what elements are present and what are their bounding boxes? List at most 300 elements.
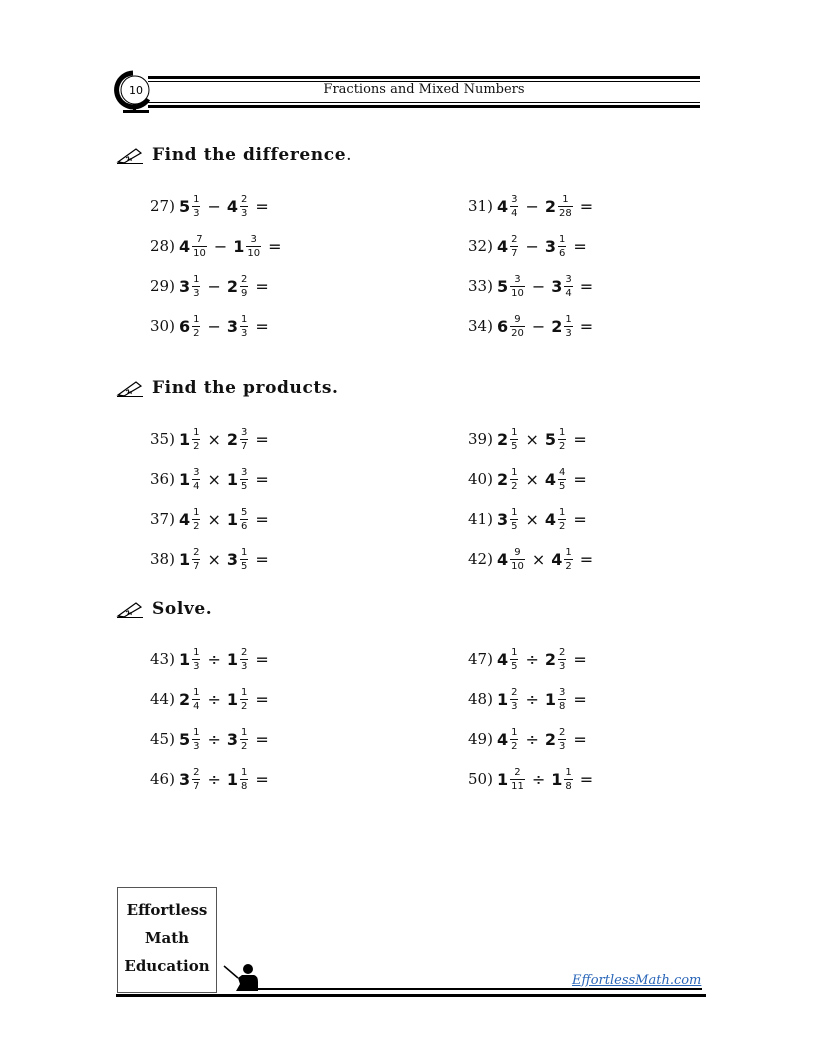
- denominator: 10: [247, 247, 261, 259]
- page-number: 10: [129, 84, 143, 97]
- fraction: [192, 767, 200, 792]
- whole-number: 3: [226, 729, 239, 749]
- fraction: [192, 727, 200, 752]
- problem-item: [150, 309, 269, 343]
- problem-item: [468, 682, 587, 716]
- numerator: 3: [250, 233, 257, 245]
- operator: −: [525, 236, 539, 256]
- numerator: 2: [241, 646, 248, 658]
- fraction: [510, 507, 518, 532]
- numerator: 9: [514, 313, 521, 325]
- whole-number: 4: [226, 196, 239, 216]
- whole-number: 3: [178, 276, 191, 296]
- mixed-number-a: [497, 687, 520, 712]
- fraction: [558, 687, 566, 712]
- problem-number: 40): [468, 470, 493, 488]
- whole-number: 4: [496, 549, 509, 569]
- mixed-number-b: [545, 727, 568, 752]
- denominator: 5: [511, 520, 518, 532]
- equals-sign: =: [579, 769, 594, 789]
- operator: ÷: [525, 649, 539, 669]
- fraction: [558, 427, 566, 452]
- whole-number: 5: [178, 196, 191, 216]
- operator: −: [531, 316, 546, 336]
- mixed-number-a: [497, 314, 526, 339]
- fraction: [510, 234, 518, 259]
- denominator: 11: [511, 780, 524, 792]
- denominator: 2: [193, 327, 200, 339]
- equals-sign: =: [573, 236, 587, 256]
- denominator: 3: [241, 660, 248, 672]
- operator: ÷: [207, 689, 221, 709]
- fraction: [192, 507, 200, 532]
- mixed-number-b: [227, 767, 250, 792]
- denominator: 3: [511, 700, 518, 712]
- whole-number: 1: [226, 769, 239, 789]
- equals-sign: =: [255, 729, 269, 749]
- fraction: [510, 727, 518, 752]
- problem-item: [468, 189, 593, 223]
- numerator: 3: [241, 466, 248, 478]
- numerator: 3: [193, 466, 200, 478]
- whole-number: 4: [551, 549, 563, 569]
- numerator: 1: [559, 233, 566, 245]
- fraction: [510, 314, 525, 339]
- numerator: 7: [196, 233, 203, 245]
- fraction: [240, 547, 248, 572]
- mixed-number-a: [179, 507, 202, 532]
- fraction: [192, 687, 200, 712]
- numerator: 1: [511, 426, 518, 438]
- operator: −: [525, 196, 539, 216]
- whole-number: 4: [544, 509, 557, 529]
- operator: −: [207, 316, 221, 336]
- denominator: 5: [511, 440, 518, 452]
- mixed-number-b: [545, 234, 568, 259]
- whole-number: 4: [178, 509, 191, 529]
- denominator: 2: [241, 700, 248, 712]
- fraction: [558, 647, 566, 672]
- denominator: 28: [559, 207, 572, 219]
- whole-number: 6: [496, 316, 509, 336]
- problem-number: 32): [468, 237, 493, 255]
- denominator: 3: [193, 660, 200, 672]
- mixed-number-b: [545, 194, 574, 219]
- equals-sign: =: [579, 276, 594, 296]
- problem-number: 41): [468, 510, 493, 528]
- fraction: [558, 194, 573, 219]
- numerator: 9: [514, 546, 521, 558]
- fraction: [240, 767, 248, 792]
- problem-item: [468, 269, 593, 303]
- problem-item: [150, 189, 269, 223]
- mixed-number-b: [227, 547, 250, 572]
- problem-item: [150, 229, 282, 263]
- teacher-pointer-icon: [222, 960, 262, 992]
- mixed-number-b: [545, 647, 568, 672]
- section-title: [116, 378, 339, 398]
- numerator: 2: [559, 646, 566, 658]
- denominator: 2: [241, 740, 248, 752]
- problem-item: [468, 542, 593, 576]
- numerator: 1: [562, 193, 569, 205]
- fraction: [240, 507, 248, 532]
- mixed-number-a: [179, 687, 202, 712]
- denominator: 2: [511, 740, 518, 752]
- numerator: 3: [565, 273, 572, 285]
- logo-line-1: Effortless: [126, 901, 208, 919]
- fraction: [510, 467, 518, 492]
- numerator: 3: [514, 273, 521, 285]
- problem-item: [150, 502, 269, 536]
- denominator: 3: [241, 327, 248, 339]
- fraction: [192, 467, 200, 492]
- denominator: 2: [565, 560, 572, 572]
- problem-number: 45): [150, 730, 175, 748]
- footer-rule-thick: [116, 994, 706, 997]
- numerator: 2: [241, 273, 248, 285]
- fraction: [558, 507, 566, 532]
- mixed-number-b: [551, 314, 574, 339]
- equals-sign: =: [255, 196, 269, 216]
- denominator: 8: [241, 780, 248, 792]
- operator: −: [207, 276, 221, 296]
- whole-number: 3: [551, 276, 563, 296]
- denominator: 8: [559, 700, 566, 712]
- mixed-number-a: [497, 727, 520, 752]
- whole-number: 1: [544, 689, 557, 709]
- mixed-number-a: [497, 467, 520, 492]
- mixed-number-b: [227, 467, 250, 492]
- denominator: 2: [559, 520, 566, 532]
- problem-item: [150, 642, 269, 676]
- operator: −: [213, 236, 228, 256]
- equals-sign: =: [579, 316, 594, 336]
- whole-number: 2: [226, 276, 239, 296]
- numerator: 1: [511, 466, 518, 478]
- numerator: 2: [241, 193, 248, 205]
- whole-number: 1: [226, 689, 239, 709]
- mixed-number-b: [227, 274, 250, 299]
- problem-item: [150, 542, 269, 576]
- equals-sign: =: [573, 429, 587, 449]
- operator: ÷: [525, 729, 539, 749]
- numerator: 3: [241, 426, 248, 438]
- operator: ×: [207, 549, 221, 569]
- mixed-number-b: [545, 427, 568, 452]
- whole-number: 2: [551, 316, 563, 336]
- mixed-number-a: [497, 547, 526, 572]
- denominator: 10: [193, 247, 206, 259]
- equals-sign: =: [255, 276, 269, 296]
- problem-item: [468, 502, 587, 536]
- mixed-number-a: [179, 427, 202, 452]
- section-title: [116, 599, 212, 619]
- numerator: 1: [511, 506, 518, 518]
- equals-sign: =: [255, 469, 269, 489]
- problem-item: [150, 762, 269, 796]
- fraction: [246, 234, 261, 259]
- fraction: [564, 767, 572, 792]
- problem-number: 37): [150, 510, 175, 528]
- numerator: 1: [193, 686, 200, 698]
- fraction: [192, 234, 207, 259]
- whole-number: 2: [496, 429, 509, 449]
- whole-number: 2: [496, 469, 509, 489]
- equals-sign: =: [255, 689, 269, 709]
- whole-number: 3: [226, 549, 239, 569]
- numerator: 1: [511, 726, 518, 738]
- denominator: 3: [193, 740, 200, 752]
- numerator: 1: [193, 273, 200, 285]
- denominator: 4: [193, 700, 200, 712]
- mixed-number-b: [227, 314, 250, 339]
- numerator: 1: [241, 686, 248, 698]
- numerator: 1: [241, 726, 248, 738]
- denominator: 4: [193, 480, 200, 492]
- denominator: 2: [559, 440, 566, 452]
- numerator: 1: [193, 313, 200, 325]
- fraction: [510, 274, 525, 299]
- equals-sign: =: [268, 236, 282, 256]
- mixed-number-a: [179, 274, 202, 299]
- mixed-number-a: [497, 234, 520, 259]
- whole-number: 1: [226, 509, 239, 529]
- numerator: 3: [559, 686, 566, 698]
- denominator: 5: [241, 480, 248, 492]
- whole-number: 1: [233, 236, 245, 256]
- fraction: [240, 467, 248, 492]
- whole-number: 4: [496, 196, 509, 216]
- mixed-number-b: [545, 687, 568, 712]
- denominator: 2: [193, 520, 200, 532]
- fraction: [240, 314, 248, 339]
- problem-item: [150, 462, 269, 496]
- fraction: [564, 547, 572, 572]
- fraction: [240, 647, 248, 672]
- pen-writing-icon: [116, 600, 144, 618]
- equals-sign: =: [255, 509, 269, 529]
- whole-number: 4: [544, 469, 557, 489]
- fraction: [510, 547, 525, 572]
- numerator: 1: [193, 193, 200, 205]
- whole-number: 3: [496, 509, 509, 529]
- mixed-number-b: [551, 767, 574, 792]
- denominator: 4: [511, 207, 518, 219]
- whole-number: 4: [178, 236, 191, 256]
- denominator: 2: [193, 440, 200, 452]
- problem-item: [150, 722, 269, 756]
- equals-sign: =: [255, 429, 269, 449]
- problem-number: 44): [150, 690, 175, 708]
- fraction: [510, 427, 518, 452]
- fraction: [510, 687, 518, 712]
- whole-number: 2: [544, 196, 557, 216]
- fraction: [240, 427, 248, 452]
- whole-number: 3: [226, 316, 239, 336]
- mixed-number-a: [497, 274, 526, 299]
- numerator: 3: [511, 193, 518, 205]
- problem-item: [468, 309, 593, 343]
- numerator: 5: [241, 506, 248, 518]
- whole-number: 4: [496, 236, 509, 256]
- fraction: [240, 687, 248, 712]
- logo-line-2: Math: [144, 929, 190, 947]
- whole-number: 2: [178, 689, 191, 709]
- numerator: 2: [193, 766, 200, 778]
- problem-number: 46): [150, 770, 175, 788]
- mixed-number-a: [179, 767, 202, 792]
- numerator: 1: [241, 546, 248, 558]
- numerator: 2: [511, 686, 518, 698]
- problem-item: [150, 269, 269, 303]
- denominator: 4: [565, 287, 572, 299]
- problem-item: [468, 642, 587, 676]
- operator: ÷: [531, 769, 546, 789]
- problem-number: 36): [150, 470, 175, 488]
- denominator: 3: [559, 740, 566, 752]
- denominator: 7: [511, 247, 518, 259]
- whole-number: 4: [496, 729, 509, 749]
- problem-number: 28): [150, 237, 175, 255]
- fraction: [192, 314, 200, 339]
- mixed-number-a: [497, 767, 526, 792]
- whole-number: 4: [496, 649, 509, 669]
- problem-item: [468, 422, 587, 456]
- problem-item: [468, 229, 587, 263]
- numerator: 1: [193, 726, 200, 738]
- problem-number: 50): [468, 770, 493, 788]
- numerator: 1: [565, 546, 572, 558]
- mixed-number-a: [497, 194, 520, 219]
- mixed-number-b: [227, 507, 250, 532]
- mixed-number-a: [179, 727, 202, 752]
- problem-number: 29): [150, 277, 175, 295]
- fraction: [558, 727, 566, 752]
- section-title-text: Solve.: [152, 599, 213, 619]
- page-title: Fractions and Mixed Numbers: [323, 82, 525, 97]
- mixed-number-a: [179, 314, 202, 339]
- mixed-number-b: [545, 467, 568, 492]
- mixed-number-a: [179, 647, 202, 672]
- operator: ×: [525, 469, 539, 489]
- mixed-number-a: [497, 647, 520, 672]
- operator: −: [207, 196, 221, 216]
- mixed-number-b: [227, 647, 250, 672]
- mixed-number-a: [179, 234, 208, 259]
- problem-number: 48): [468, 690, 493, 708]
- website-link[interactable]: EffortlessMath.com: [572, 973, 702, 988]
- whole-number: 1: [178, 549, 191, 569]
- fraction: [240, 194, 248, 219]
- logo-line-3: Education: [124, 957, 210, 975]
- operator: ×: [525, 429, 539, 449]
- problem-number: 42): [468, 550, 493, 568]
- whole-number: 1: [178, 649, 191, 669]
- numerator: 1: [559, 506, 566, 518]
- whole-number: 2: [544, 649, 557, 669]
- numerator: 4: [559, 466, 566, 478]
- operator: ÷: [207, 649, 221, 669]
- operator: ÷: [207, 729, 221, 749]
- denominator: 3: [565, 327, 572, 339]
- denominator: 5: [511, 660, 518, 672]
- equals-sign: =: [573, 729, 587, 749]
- whole-number: 1: [178, 469, 191, 489]
- pen-writing-icon: [116, 146, 144, 164]
- equals-sign: =: [573, 469, 587, 489]
- whole-number: 3: [178, 769, 191, 789]
- whole-number: 5: [496, 276, 509, 296]
- equals-sign: =: [255, 549, 269, 569]
- fraction: [192, 194, 200, 219]
- denominator: 10: [511, 287, 524, 299]
- denominator: 3: [193, 207, 200, 219]
- whole-number: 5: [544, 429, 557, 449]
- problem-number: 47): [468, 650, 493, 668]
- equals-sign: =: [573, 649, 587, 669]
- mixed-number-a: [497, 507, 520, 532]
- equals-sign: =: [255, 769, 269, 789]
- fraction: [558, 467, 566, 492]
- whole-number: 6: [178, 316, 191, 336]
- fraction: [192, 647, 200, 672]
- mixed-number-b: [227, 727, 250, 752]
- whole-number: 1: [496, 689, 509, 709]
- whole-number: 1: [226, 469, 239, 489]
- operator: ÷: [525, 689, 539, 709]
- operator: ÷: [207, 769, 221, 789]
- section-title-suffix: .: [346, 145, 353, 165]
- denominator: 10: [511, 560, 524, 572]
- whole-number: 1: [551, 769, 563, 789]
- mixed-number-b: [227, 687, 250, 712]
- problem-number: 30): [150, 317, 175, 335]
- denominator: 20: [511, 327, 524, 339]
- mixed-number-a: [179, 547, 202, 572]
- whole-number: 1: [496, 769, 509, 789]
- whole-number: 2: [544, 729, 557, 749]
- fraction: [510, 194, 518, 219]
- numerator: 2: [511, 233, 518, 245]
- footer-rule-thin: [258, 988, 702, 990]
- denominator: 9: [241, 287, 248, 299]
- numerator: 2: [193, 546, 200, 558]
- mixed-number-b: [551, 274, 574, 299]
- denominator: 6: [241, 520, 248, 532]
- numerator: 1: [193, 426, 200, 438]
- equals-sign: =: [579, 549, 594, 569]
- operator: ×: [531, 549, 546, 569]
- whole-number: 3: [544, 236, 557, 256]
- denominator: 6: [559, 247, 566, 259]
- whole-number: 1: [178, 429, 191, 449]
- numerator: 1: [193, 646, 200, 658]
- problem-number: 49): [468, 730, 493, 748]
- problem-item: [468, 722, 587, 756]
- numerator: 1: [193, 506, 200, 518]
- mixed-number-a: [179, 467, 202, 492]
- numerator: 1: [565, 766, 572, 778]
- section-title-text: Find the products.: [152, 378, 339, 398]
- fraction: [510, 767, 525, 792]
- problem-number: 38): [150, 550, 175, 568]
- operator: −: [531, 276, 546, 296]
- operator: ×: [207, 509, 221, 529]
- problem-number: 43): [150, 650, 175, 668]
- denominator: 8: [565, 780, 572, 792]
- mixed-number-b: [551, 547, 574, 572]
